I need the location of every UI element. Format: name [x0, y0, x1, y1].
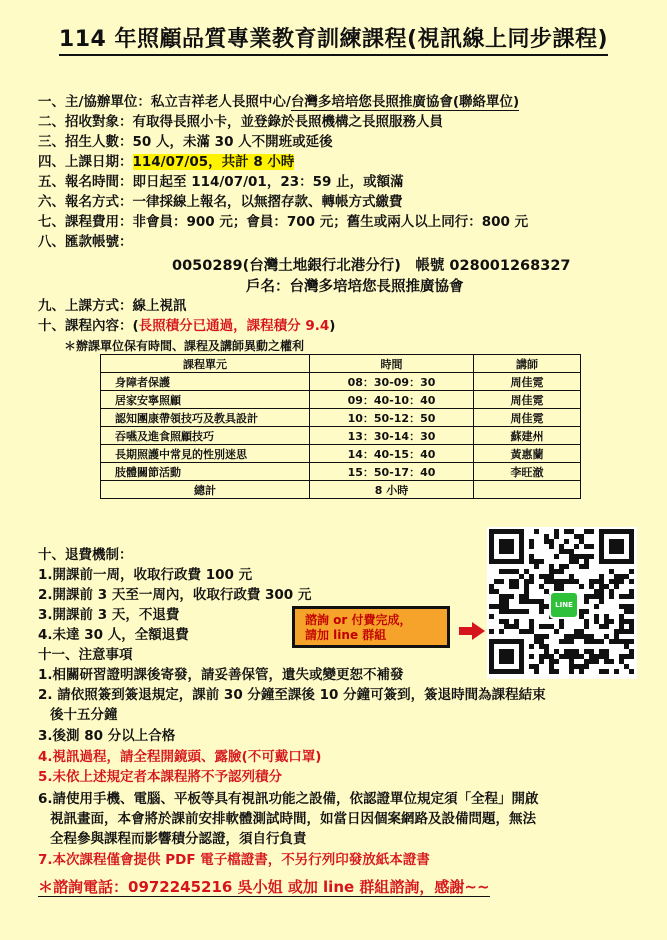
- notes-heading: 十一、注意事項: [38, 647, 133, 663]
- contact-footer-text: ＊諮詢電話：0972245216 吳小姐 或加 line 群組諮詢，感謝~~: [38, 878, 490, 896]
- refund-heading: 十、退費機制：: [38, 547, 133, 563]
- cell-unit: 長期照護中常見的性別迷思: [101, 445, 310, 463]
- account-number: 0050289(台灣土地銀行北港分行) 帳號 028001268327: [172, 258, 571, 274]
- date-label: 四、上課日期：: [38, 154, 133, 170]
- content-close: ): [329, 318, 336, 334]
- cell-unit: 肢體關節活動: [101, 463, 310, 481]
- note-item: 6.請使用手機、電腦、平板等具有視訊功能之設備，依認證單位規定須「全程」開啟: [38, 791, 539, 807]
- page-title-text: 114 年照顧品質專業教育訓練課程(視訊線上同步課程): [59, 27, 608, 56]
- callout-line2: 請加 line 群組: [305, 628, 387, 642]
- cell-time: 14：40-15：40: [310, 445, 474, 463]
- content-line: [38, 317, 335, 335]
- cell-unit: 吞嚥及進食照顧技巧: [101, 427, 310, 445]
- cell-time: 09：40-10：40: [310, 391, 474, 409]
- line-logo-icon: [549, 591, 579, 619]
- note-item: 7.本次課程僅會提供 PDF 電子檔證書，不另行列印發放紙本證書: [38, 852, 430, 868]
- refund-item: 2.開課前 3 天至一周內，收取行政費 300 元: [38, 587, 312, 603]
- total-empty: [474, 481, 581, 499]
- organizer-line: [38, 93, 519, 111]
- content-label: 十、課程內容：(: [38, 318, 139, 334]
- table-row: [101, 409, 581, 427]
- cell-teacher: 周佳霓: [474, 391, 581, 409]
- cell-teacher: 周佳霓: [474, 373, 581, 391]
- schedule-table: [100, 354, 581, 499]
- total-value: 8 小時: [310, 481, 474, 499]
- note-item: 5.未依上述規定者本課程將不予認列積分: [38, 769, 283, 785]
- cell-time: 15：50-17：40: [310, 463, 474, 481]
- cell-time: 10：50-12：50: [310, 409, 474, 427]
- schedule-header-row: [101, 355, 581, 373]
- table-row: [101, 373, 581, 391]
- total-row: [101, 481, 581, 499]
- header-unit: 課程單元: [101, 355, 310, 373]
- cell-teacher: 蘇建州: [474, 427, 581, 445]
- table-row: [101, 391, 581, 409]
- total-label: 總計: [101, 481, 310, 499]
- line-qr-code[interactable]: [487, 527, 637, 679]
- target-line: 二、招收對象：有取得長照小卡，並登錄於長照機構之長照服務人員: [38, 114, 443, 130]
- method-line: 九、上課方式：線上視訊: [38, 298, 187, 314]
- note-item-cont: 全程參與課程而影響積分認證，須自行負責: [50, 831, 307, 847]
- cell-time: 13：30-14：30: [310, 427, 474, 445]
- cell-unit: 居家安寧照顧: [101, 391, 310, 409]
- note-item: 2. 請依照簽到簽退規定，課前 30 分鐘至課後 10 分鐘可簽到，簽退時間為課程結束: [38, 687, 546, 703]
- line-group-callout: [292, 606, 450, 648]
- cell-teacher: 黃惠蘭: [474, 445, 581, 463]
- fees-line: 七、課程費用：非會員：900 元；會員：700 元；舊生或兩人以上同行：800 元: [38, 214, 529, 230]
- note-item: 3.後測 80 分以上合格: [38, 728, 176, 744]
- refund-item: 1.開課前一周，收取行政費 100 元: [38, 567, 253, 583]
- date-line: [38, 153, 294, 171]
- account-label: 八、匯款帳號：: [38, 234, 133, 250]
- refund-item: 3.開課前 3 天，不退費: [38, 607, 180, 623]
- table-row: [101, 463, 581, 481]
- organizer-partner: 台灣多培培您長照推廣協會(聯絡單位): [290, 94, 520, 110]
- note-item-cont: 後十五分鐘: [50, 707, 118, 723]
- organizer-label: 一、主/協辦單位：私立吉祥老人長照中心/: [38, 94, 291, 110]
- cell-teacher: 周佳霓: [474, 409, 581, 427]
- line-logo-label: LINE: [555, 601, 573, 609]
- page-title: [0, 22, 667, 53]
- enrollment-line: 三、招生人數：50 人，未滿 30 人不開班或延後: [38, 134, 333, 150]
- note-item: 4.視訊過程，請全程開鏡頭、露臉(不可戴口罩): [38, 749, 322, 765]
- cell-unit: 認知團康帶領技巧及教具設計: [101, 409, 310, 427]
- header-time: 時間: [310, 355, 474, 373]
- arrow-right-icon: [459, 622, 485, 640]
- date-value: 114/07/05，共計 8 小時: [132, 154, 295, 170]
- cell-teacher: 李旺澈: [474, 463, 581, 481]
- account-name: 戶名：台灣多培培您長照推廣協會: [246, 279, 464, 295]
- contact-footer: [38, 876, 490, 897]
- refund-item: 4.未達 30 人，全額退費: [38, 627, 189, 643]
- note-item: 1.相關研習證明課後寄發，請妥善保管，遺失或變更恕不補發: [38, 667, 404, 683]
- cell-unit: 身障者保護: [101, 373, 310, 391]
- table-row: [101, 445, 581, 463]
- table-row: [101, 427, 581, 445]
- callout-line1: 諮詢 or 付費完成，: [305, 613, 412, 627]
- content-credit: 長照積分已通過，課程積分 9.4: [138, 318, 330, 334]
- registration-method-line: 六、報名方式：一律採線上報名，以無摺存款、轉帳方式繳費: [38, 194, 403, 210]
- registration-period-line: 五、報名時間：即日起至 114/07/01，23：59 止，或額滿: [38, 174, 404, 190]
- cell-time: 08：30-09：30: [310, 373, 474, 391]
- change-note: ＊辦課單位保有時間、課程及講師異動之權利: [64, 339, 305, 353]
- note-item-cont: 視訊畫面，本會將於課前安排軟體測試時間，如當日因個案網路及設備問題，無法: [50, 811, 536, 827]
- header-teacher: 講師: [474, 355, 581, 373]
